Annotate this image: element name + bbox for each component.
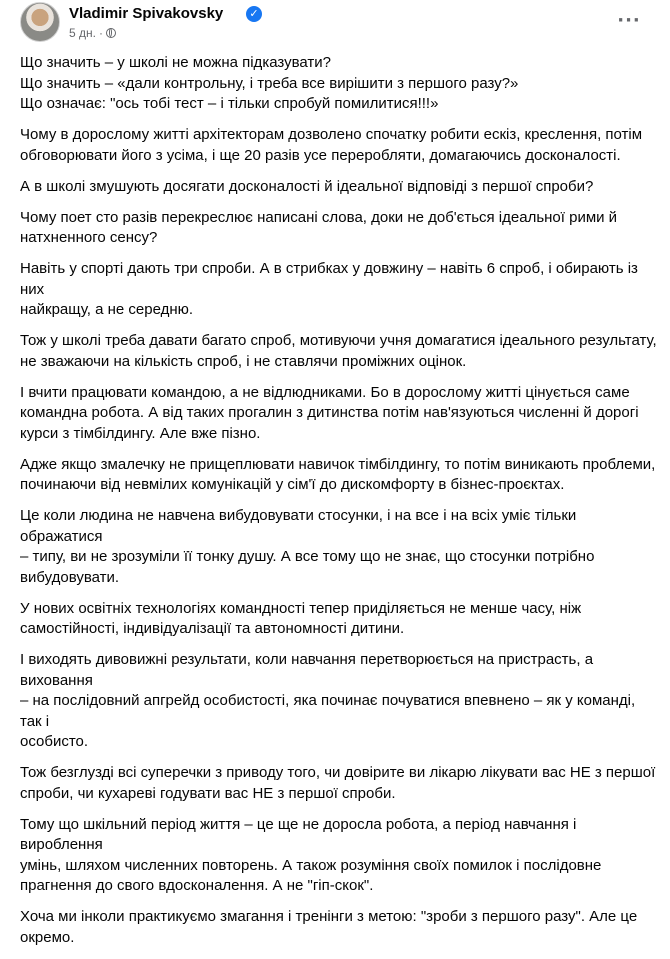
more-horizontal-icon[interactable]: ··· xyxy=(617,10,641,31)
post-text-line: – на послідовний апгрейд особистості, яка починає почуватися впевнено – як у команді, так і xyxy=(20,692,636,730)
post-paragraph xyxy=(20,53,658,115)
post-paragraph xyxy=(20,259,658,321)
post-text-line: спроби, чи кухареві годувати вас НЕ з першої спроби. xyxy=(20,784,396,802)
post-paragraph xyxy=(20,815,658,897)
post-text-line: особисто. xyxy=(20,733,89,750)
post-text-line: Що значить – у школі не можна підказувати? xyxy=(20,54,331,71)
post-paragraph xyxy=(20,331,658,372)
post-timestamp[interactable]: 5 дн. xyxy=(69,26,96,40)
post-text-line: починаючи від невмілих комунікацій у сім'ї до дискомфорту в бізнес-проєктах. xyxy=(20,476,565,493)
post-text-line: прагнення до свого вдосконалення. А не "гіп-скок". xyxy=(20,877,374,894)
post-text-line: не зважаючи на кількість спроб, і не ставлячи проміжних оцінок. xyxy=(20,352,467,370)
post-text-line: найкращу, а не середню. xyxy=(20,301,194,318)
post-text-line: Тож у школі треба давати багато спроб, мотивуючи учня домагатися ідеального результату, xyxy=(20,332,657,349)
post-text-line: І виходять дивовижні результати, коли навчання перетворюється на пристрасть, а виховання xyxy=(20,651,594,689)
author-name[interactable]: Vladimir Spivakovsky xyxy=(69,5,224,22)
verified-badge-icon: ✓ xyxy=(246,6,262,22)
post-text-line: Це коли людина не навчена вибудовувати стосунки, і на все і на всіх уміє тільки ображатися xyxy=(20,507,577,545)
post-paragraph xyxy=(20,125,658,166)
post-meta xyxy=(69,25,116,41)
post-text-line: умінь, шляхом численних повторень. А також розуміння своїх помилок і послідовне xyxy=(20,856,602,874)
post-text-line: окремо. xyxy=(20,928,75,946)
post-text-line: Чому в дорослому житті архітекторам дозволено спочатку робити ескіз, креслення, потім xyxy=(20,126,643,143)
post-text-line: Тому що шкільний період життя – це ще не доросла робота, а період навчання і вироблення xyxy=(20,815,577,853)
meta-separator: · xyxy=(98,26,103,40)
post-text-line: Чому поет сто разів перекреслює написані слова, доки не доб'ється ідеальної рими й xyxy=(20,208,618,226)
post-text-line: Що означає: "ось тобі тест – і тільки спробуй помилитися!!!» xyxy=(20,95,439,112)
post-paragraph xyxy=(20,455,658,496)
globe-icon[interactable] xyxy=(106,28,116,38)
post-text-line: Що значить – «дали контрольну, і треба все вирішити з першого разу?» xyxy=(20,74,519,92)
post-text-line: натхненного сенсу? xyxy=(20,229,158,246)
post-text-line: командна робота. А від таких прогалин з дитинства потім нав'язуються численні й дорогі xyxy=(20,404,639,421)
post-paragraph xyxy=(20,650,658,753)
post-text-line: Хоча ми інколи практикуємо змагання і тренінги з метою: "зроби з першого разу". Але це xyxy=(20,908,638,925)
post-text-line: вибудовувати. xyxy=(20,568,120,586)
post-text-line: самостійності, індивідуалізації та автономності дитини. xyxy=(20,620,405,637)
post-paragraph xyxy=(20,177,658,198)
post-paragraph xyxy=(20,383,658,445)
post-text-line: курси з тімбілдингу. Але вже пізно. xyxy=(20,424,261,442)
post-text-line: Тож безглузді всі суперечки з приводу того, чи довірите ви лікарю лікувати вас НЕ з першої xyxy=(20,764,656,781)
post-paragraph xyxy=(20,208,658,249)
author-avatar[interactable] xyxy=(20,2,60,42)
post-text-line: У нових освітніх технологіях командності тепер приділяється не менше часу, ніж xyxy=(20,599,582,617)
post-text-line: І вчити працювати командою, а не відлюдниками. Бо в дорослому житті цінується саме xyxy=(20,383,630,401)
post-header xyxy=(20,2,650,42)
post-text-line: А в школі змушують досягати досконалості й ідеальної відповіді з першої спроби? xyxy=(20,177,594,195)
post-paragraph xyxy=(20,599,658,640)
post-text-line: Навіть у спорті дають три спроби. А в стрибках у довжину – навіть 6 спроб, і обирають із них xyxy=(20,260,638,298)
post-body xyxy=(20,53,658,959)
post-text-line: Адже якщо змалечку не прищеплювати навичок тімбілдингу, то потім виникають проблеми, xyxy=(20,455,656,473)
post-paragraph xyxy=(20,763,658,804)
post-paragraph xyxy=(20,506,658,588)
post-text-line: – типу, ви не зрозуміли її тонку душу. А все тому що не знає, що стосунки потрібно xyxy=(20,548,595,565)
post-paragraph xyxy=(20,907,658,948)
post-text-line: обговорювати його з усіма, і ще 20 разів усе переробляти, домагаючись досконалості. xyxy=(20,146,621,164)
